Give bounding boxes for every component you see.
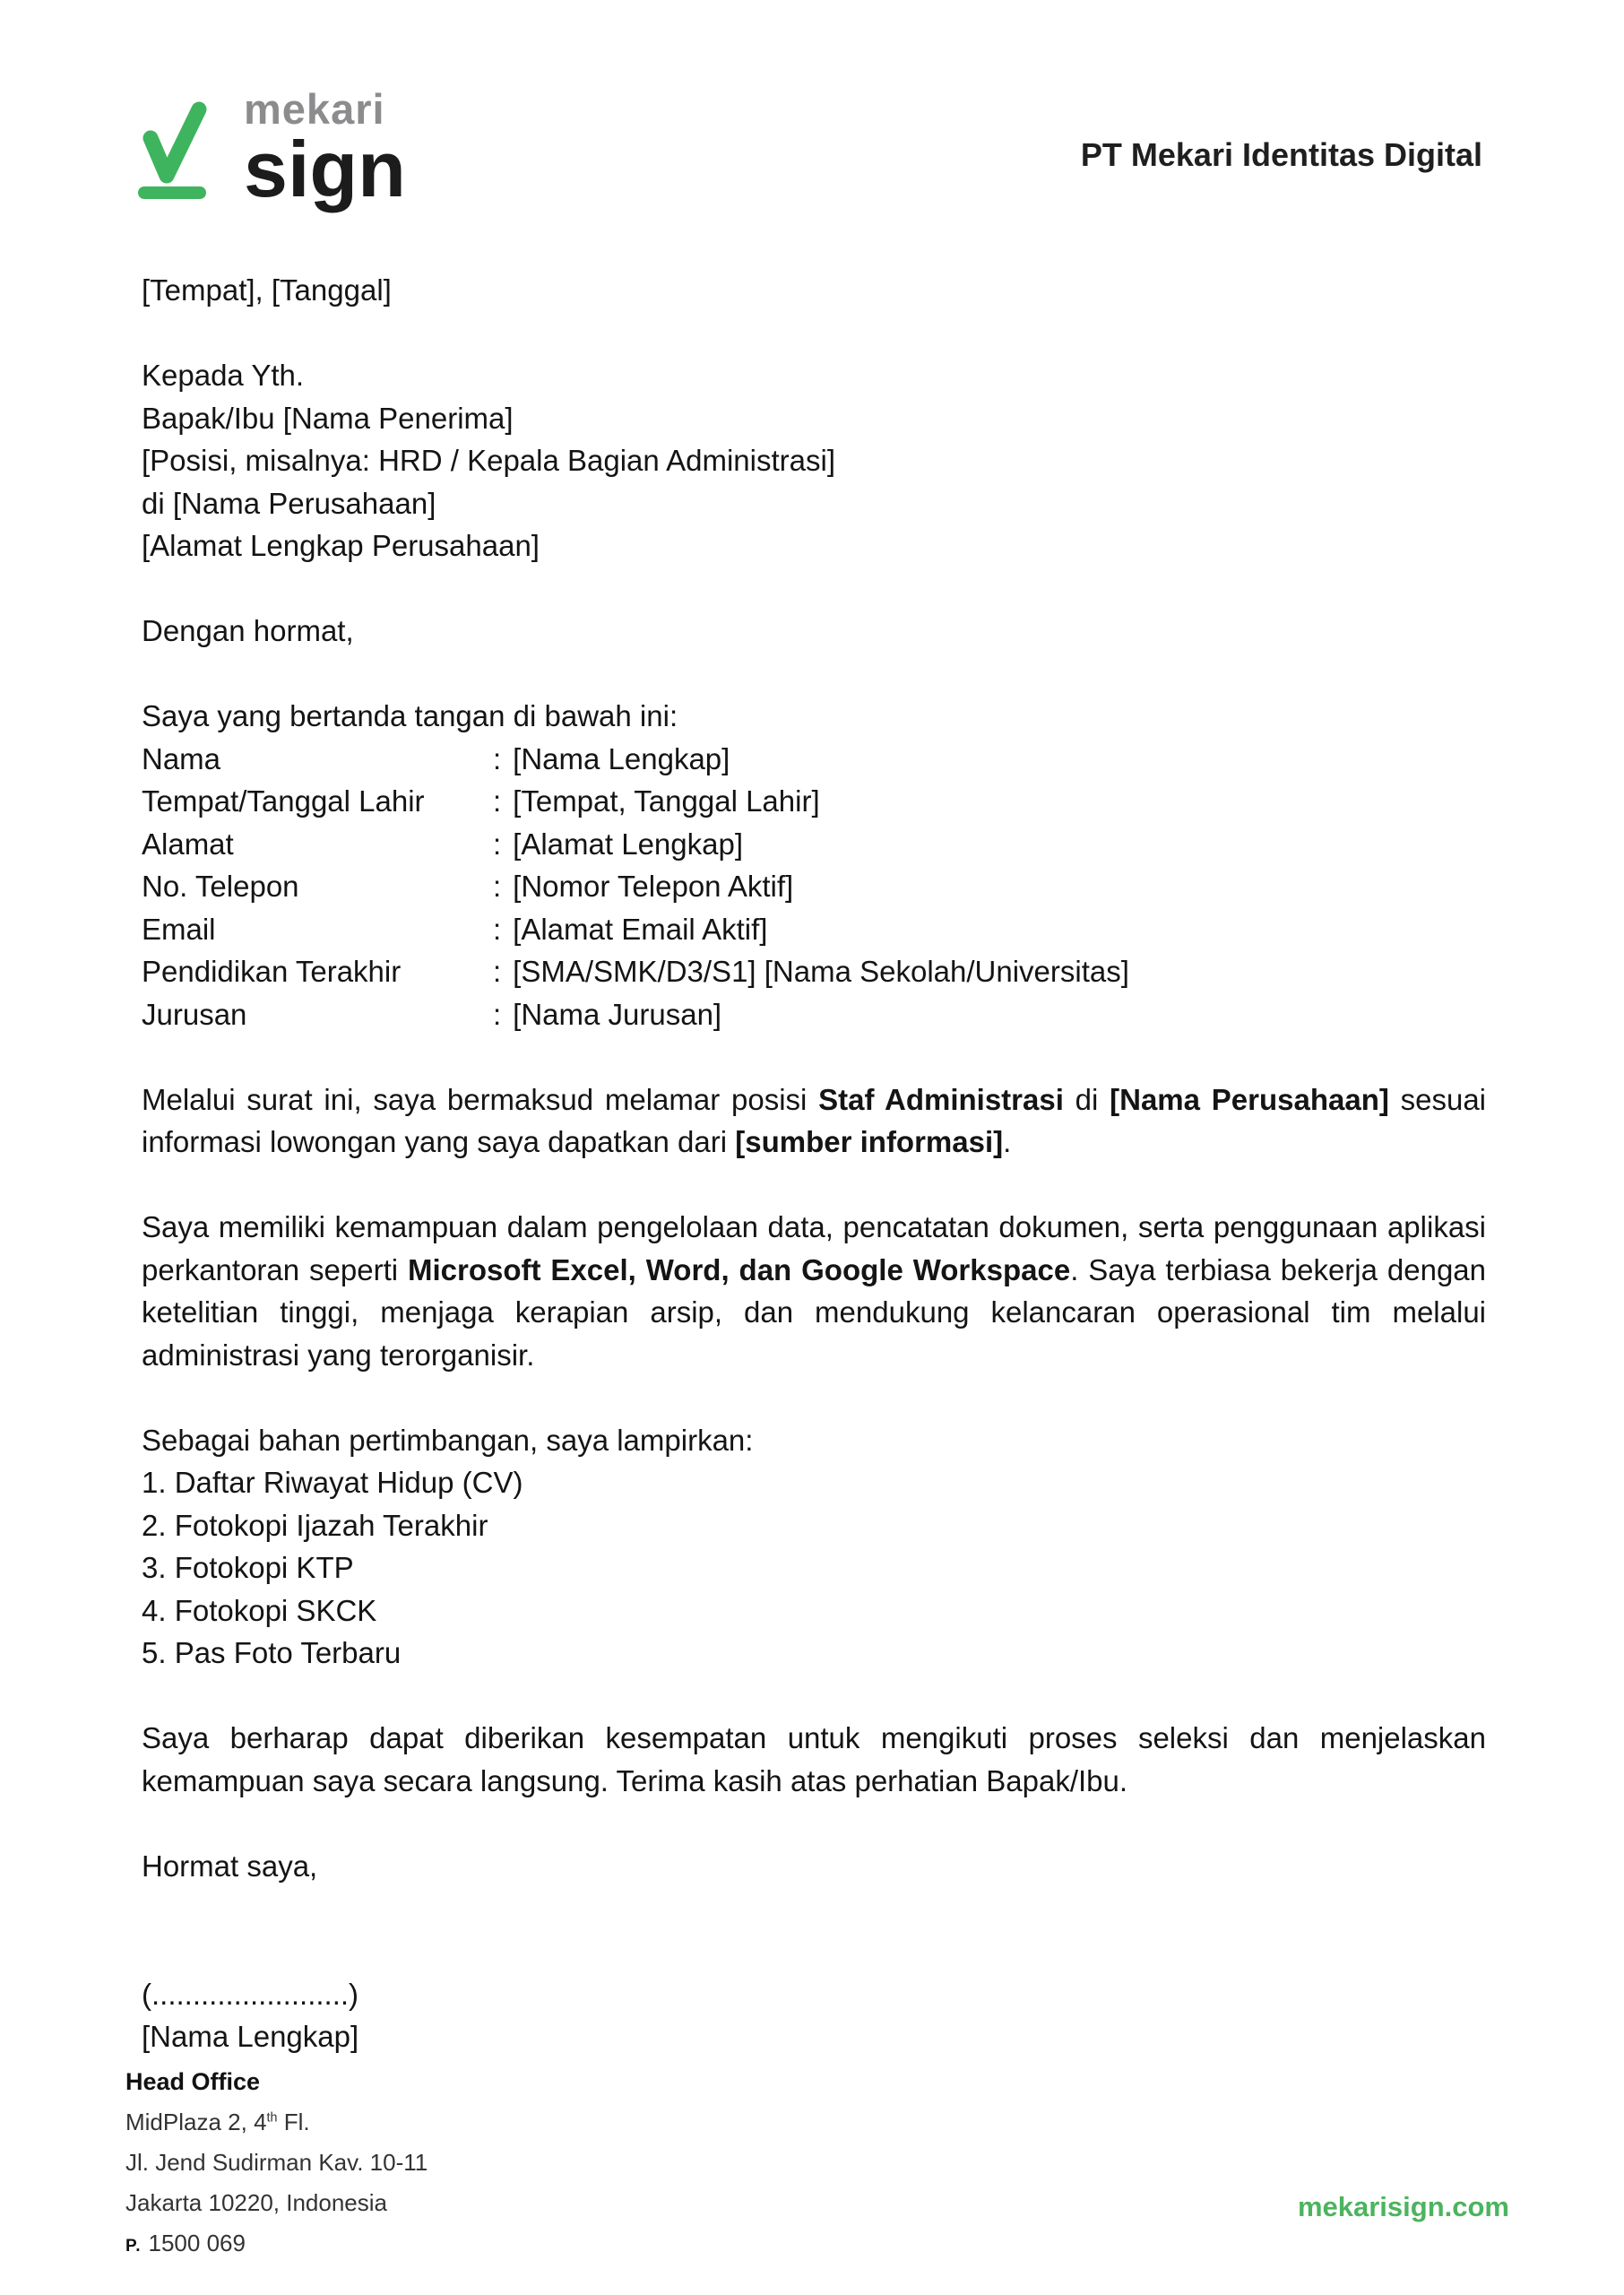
info-separator: : — [493, 997, 502, 1031]
footer-office-title: Head Office — [125, 2068, 261, 2095]
footer-address-line2: Jl. Jend Sudirman Kav. 10-11 — [125, 2149, 428, 2176]
recipient-line: [Alamat Lengkap Perusahaan] — [142, 529, 540, 562]
text-segment: MidPlaza 2, 4 — [125, 2109, 267, 2135]
info-row-jurusan — [142, 993, 1486, 1036]
text-segment: Melalui surat ini, saya bermaksud melamar posisi — [142, 1082, 819, 1116]
date-placeholder-line: [Tempat], [Tanggal] — [142, 273, 392, 307]
logo-word-sign: sign — [244, 125, 406, 213]
bold-skills: Microsoft Excel, Word, dan Google Workspace — [408, 1252, 1071, 1286]
info-row-pendidikan — [142, 950, 1486, 993]
paragraph-skills — [142, 1206, 1486, 1376]
ordinal-superscript: th — [266, 2110, 278, 2126]
closing-salutation: Hormat saya, — [142, 1849, 318, 1883]
signature-placeholder: (........................) — [142, 1977, 359, 2011]
recipient-line: di [Nama Perusahaan] — [142, 486, 436, 520]
recipient-block — [142, 354, 1486, 567]
checkmark-icon — [136, 100, 208, 201]
signature-block — [142, 1973, 1486, 2058]
info-row-nama — [142, 738, 1486, 781]
recipient-line: [Posisi, misalnya: HRD / Kepala Bagian Administrasi] — [142, 444, 835, 477]
footer-address-block — [125, 2062, 428, 2266]
attachments-block — [142, 1419, 1486, 1675]
attachment-item: 1. Daftar Riwayat Hidup (CV) — [142, 1466, 523, 1499]
signature-name-placeholder: [Nama Lengkap] — [142, 2020, 359, 2053]
info-label: Nama — [142, 741, 221, 775]
bold-position: Staf Administrasi — [818, 1082, 1064, 1116]
info-value: [Alamat Lengkap] — [513, 827, 744, 861]
info-row-email — [142, 908, 1486, 951]
footer-address-line3: Jakarta 10220, Indonesia — [125, 2189, 387, 2216]
website-link[interactable]: mekarisign.com — [1297, 2191, 1509, 2222]
company-name: PT Mekari Identitas Digital — [1080, 136, 1482, 173]
recipient-line: Kepada Yth. — [142, 359, 305, 392]
info-row-telepon — [142, 865, 1486, 908]
info-value: [Nama Lengkap] — [513, 741, 730, 775]
info-label: Tempat/Tanggal Lahir — [142, 784, 425, 818]
phone-number: 1500 069 — [148, 2230, 246, 2256]
attachments-title: Sebagai bahan pertimbangan, saya lampirkan: — [142, 1423, 754, 1457]
info-separator: : — [493, 827, 502, 861]
personal-info-intro: Saya yang bertanda tangan di bawah ini: — [142, 699, 678, 732]
text-segment: Saya memiliki kemampuan dalam pengelolaan data, pencatatan dokumen, serta penggunaan aplikasi perkantoran seperti — [142, 1210, 1486, 1286]
info-label: Email — [142, 912, 216, 946]
info-value: [Tempat, Tanggal Lahir] — [513, 784, 820, 818]
text-segment: . Saya terbiasa bekerja dengan ketelitian tinggi, menjaga kerapian arsip, dan mendukung kelancaran operasional tim melalui administrasi yang terorganisir. — [142, 1252, 1487, 1372]
info-label: Pendidikan Terakhir — [142, 955, 402, 988]
paragraph-application — [142, 1078, 1486, 1164]
text-segment: Fl. — [277, 2109, 310, 2135]
info-separator: : — [493, 741, 502, 775]
logo-word-mekari: mekari — [244, 85, 385, 133]
attachment-item: 3. Fotokopi KTP — [142, 1551, 354, 1584]
personal-info-block — [142, 695, 1486, 1035]
bold-company-placeholder: [Nama Perusahaan] — [1110, 1082, 1389, 1116]
letter-body — [142, 269, 1486, 2058]
footer-address-line1 — [125, 2102, 428, 2143]
info-separator: : — [493, 784, 502, 818]
text-segment: . — [1003, 1125, 1012, 1158]
info-value: [Nama Jurusan] — [513, 997, 722, 1031]
info-separator: : — [493, 912, 502, 946]
attachment-item: 4. Fotokopi SKCK — [142, 1593, 377, 1627]
info-row-ttl — [142, 780, 1486, 823]
info-label: No. Telepon — [142, 870, 299, 903]
info-value: [SMA/SMK/D3/S1] [Nama Sekolah/Universitas] — [513, 955, 1129, 988]
info-row-alamat — [142, 823, 1486, 866]
text-segment: di — [1063, 1082, 1110, 1116]
recipient-line: Bapak/Ibu [Nama Penerima] — [142, 401, 514, 435]
phone-label: P. — [125, 2237, 142, 2256]
info-separator: : — [493, 870, 502, 903]
paragraph-closing: Saya berharap dapat diberikan kesempatan untuk mengikuti proses seleksi dan menjelaskan kemampuan saya secara langsung. Terima kasih atas perhatian Bapak/Ibu. — [142, 1721, 1486, 1797]
salutation: Dengan hormat, — [142, 614, 354, 647]
info-separator: : — [493, 955, 502, 988]
footer-phone-line — [125, 2223, 428, 2266]
info-label: Alamat — [142, 827, 234, 861]
info-label: Jurusan — [142, 997, 247, 1031]
info-value: [Nomor Telepon Aktif] — [513, 870, 794, 903]
text-segment: sesuai informasi lowongan yang saya dapatkan dari — [142, 1082, 1486, 1158]
bold-source-placeholder: [sumber informasi] — [735, 1125, 1004, 1158]
info-value: [Alamat Email Aktif] — [513, 912, 768, 946]
mekari-sign-logo — [136, 85, 406, 213]
logo-wordmark — [244, 85, 406, 213]
attachment-item: 2. Fotokopi Ijazah Terakhir — [142, 1508, 488, 1542]
attachment-item: 5. Pas Foto Terbaru — [142, 1636, 402, 1669]
